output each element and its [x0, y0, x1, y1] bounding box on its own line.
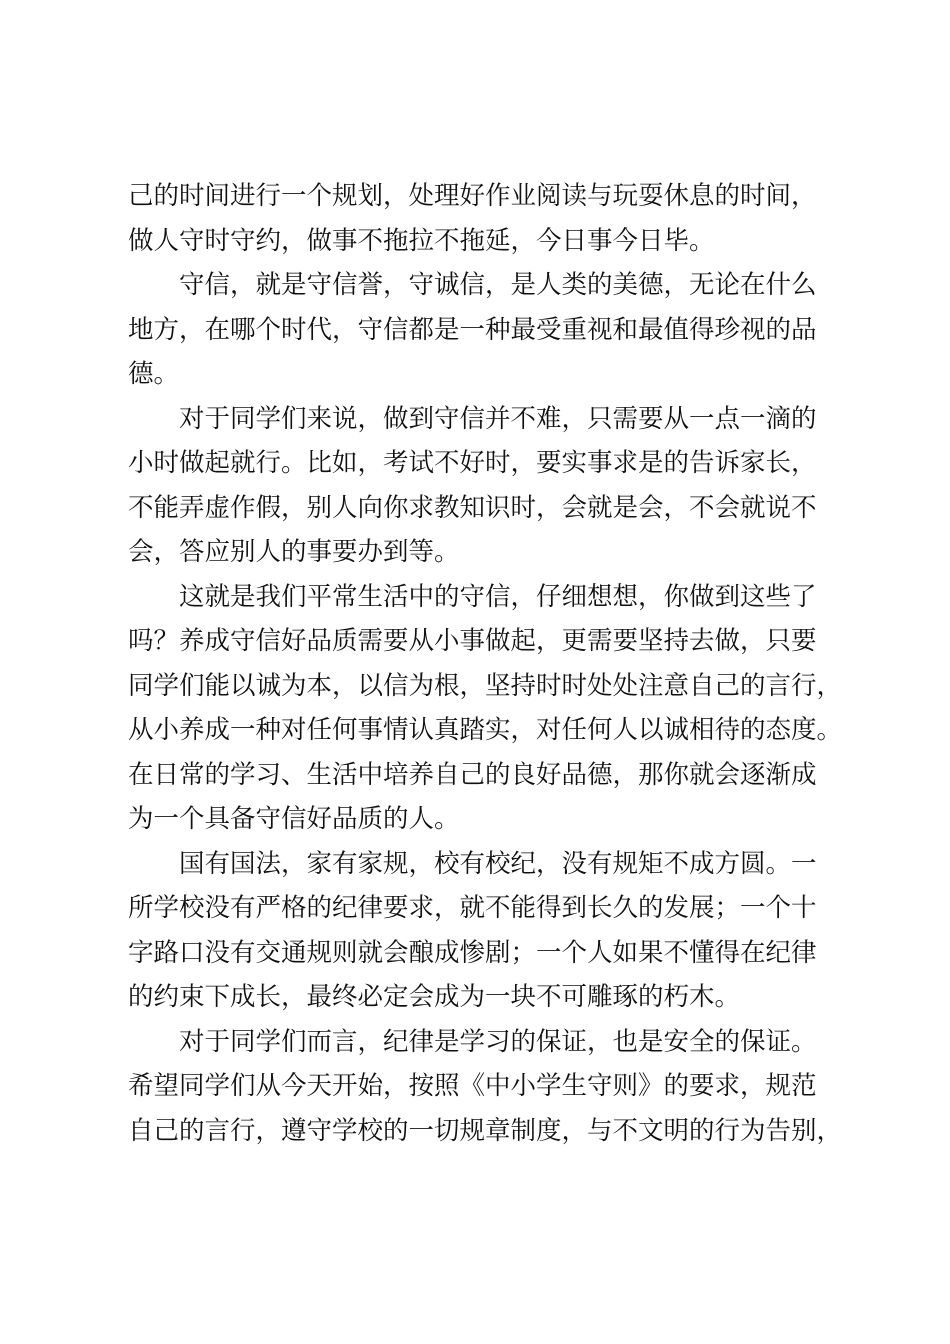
text-line: 希望同学们从今天开始，按照《中小学生守则》的要求，规范 [128, 1071, 817, 1101]
paragraph [128, 1020, 843, 1154]
text-line: 对于同学们来说，做到守信并不难，只需要从一点一滴的 [179, 403, 817, 434]
text-line: 地方，在哪个时代，守信都是一种最受重视和最值得珍视的品 [128, 314, 817, 345]
text-line: 己的时间进行一个规划，处理好作业阅读与玩耍休息的时间， [128, 181, 817, 211]
text-line: 做人守时守约，做事不拖拉不拖延，今日事今日毕。 [128, 225, 715, 256]
text-line: 所学校没有严格的纪律要求，就不能得到长久的发展；一个十 [128, 893, 817, 923]
text-line: 不能弄虚作假，别人向你求教知识时，会就是会，不会就说不 [128, 492, 817, 523]
paragraph [128, 397, 836, 575]
text-line: 会，答应别人的事要办到等。 [128, 537, 460, 567]
text-line: 同学们能以诚为本，以信为根，坚持时时处处注意自己的言行， [128, 670, 843, 701]
text-line: 守信，就是守信誉，守诚信，是人类的美德，无论在什么 [179, 270, 817, 300]
paragraph [128, 174, 836, 263]
paragraph [128, 263, 836, 397]
text-line: 这就是我们平常生活中的守信，仔细想想，你做到这些了 [179, 581, 817, 612]
text-line: 从小养成一种对任何事情认真踏实，对任何人以诚相待的态度。 [128, 715, 843, 745]
paragraph [128, 842, 836, 1020]
text-line: 在日常的学习、生活中培养自己的良好品德，那你就会逐渐成 [128, 759, 817, 790]
text-line: 国有国法，家有家规，校有校纪，没有规矩不成方圆。一 [179, 848, 817, 879]
text-line: 字路口没有交通规则就会酿成惨剧；一个人如果不懂得在纪律 [128, 937, 817, 968]
paragraph [128, 575, 843, 842]
text-line: 德。 [128, 359, 180, 389]
text-line: 小时做起就行。比如，考试不好时，要实事求是的告诉家长， [128, 448, 817, 478]
text-line: 的约束下成长，最终必定会成为一块不可雕琢的朽木。 [128, 982, 741, 1012]
text-line: 自己的言行，遵守学校的一切规章制度，与不文明的行为告别， [128, 1115, 843, 1146]
text-line: 吗？养成守信好品质需要从小事做起，更需要坚持去做，只要 [128, 626, 817, 656]
text-line: 对于同学们而言，纪律是学习的保证，也是安全的保证。 [179, 1026, 817, 1057]
text-line: 为一个具备守信好品质的人。 [128, 804, 460, 834]
document-body [128, 174, 843, 1153]
